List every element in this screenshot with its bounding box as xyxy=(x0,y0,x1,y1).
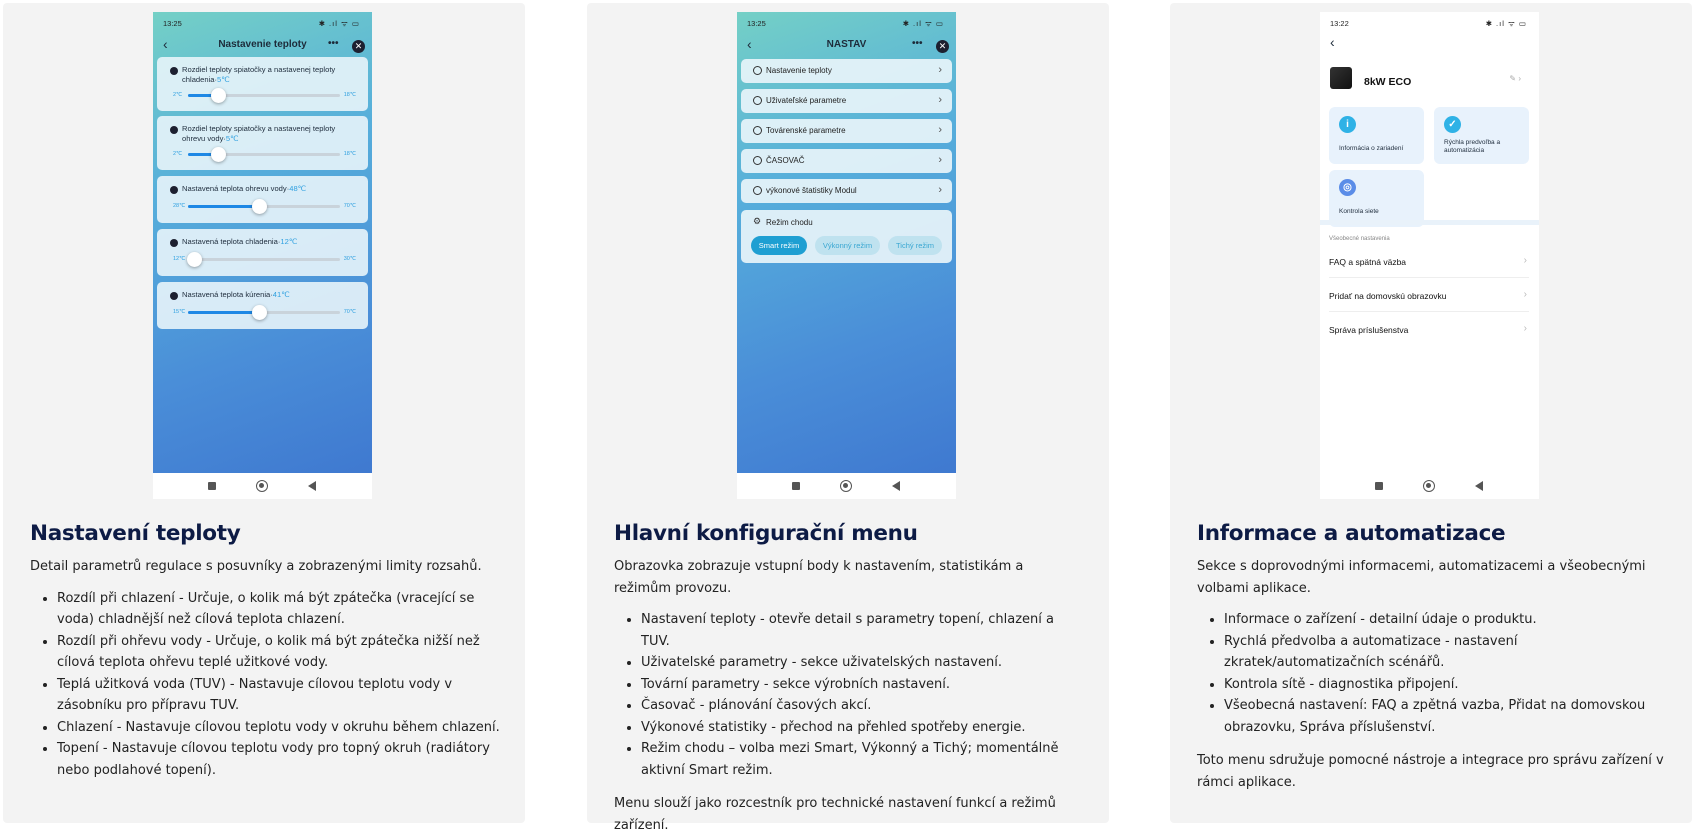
chevron-right-icon: › xyxy=(938,64,942,76)
slider-max: 30℃ xyxy=(343,256,356,262)
status-time: 13:25 xyxy=(163,19,182,28)
chevron-right-icon: › xyxy=(938,184,942,196)
card-footnote: Toto menu sdružuje pomocné nástroje a integrace pro správu zařízení v rámci aplikace. xyxy=(1197,753,1664,790)
row-label: FAQ a spätná väzba xyxy=(1329,257,1407,267)
phone-screenshot-menu xyxy=(737,12,956,499)
slider-knob[interactable] xyxy=(211,88,226,103)
phone-title: NASTAV xyxy=(826,39,867,50)
back-nav-icon[interactable] xyxy=(892,481,900,491)
chevron-right-icon: › xyxy=(1523,255,1527,266)
mode-label: Režim chodu xyxy=(766,218,813,227)
list-item: • Informace o zařízení - detailní údaje o produktu. xyxy=(1224,609,1667,631)
thermo-icon xyxy=(170,126,178,134)
card-main-menu xyxy=(587,3,1109,833)
slider-track[interactable] xyxy=(188,153,340,156)
slider-knob[interactable] xyxy=(252,305,267,320)
slider-min: 2℃ xyxy=(173,92,183,98)
slider-track[interactable] xyxy=(188,311,340,314)
list-item: • Rozdíl při ohřevu vody - Určuje, o kolik má být zpátečka nižší než cílová teplota ohřevu teplé užitkové vody. xyxy=(57,631,500,674)
slider-min: 2℃ xyxy=(173,151,183,157)
list-item: • Teplá užitková voda (TUV) - Nastavuje cílovou teplotu vody v zásobníku pro přípravu TUV. xyxy=(57,674,500,717)
device-name: 8kW ECO xyxy=(1364,76,1412,88)
menu-item-user-params[interactable] xyxy=(741,89,952,113)
mode-smart-button[interactable]: Smart režim xyxy=(751,236,807,255)
slider-card-dhw-diff xyxy=(157,116,368,170)
list-item: • Tovární parametry - sekce výrobních nastavení. xyxy=(641,674,1084,696)
back-icon[interactable]: ‹ xyxy=(747,36,752,52)
tile-label: Informácia o zariadení xyxy=(1339,145,1404,152)
phone-screen xyxy=(737,12,956,473)
tile-network[interactable] xyxy=(1329,170,1424,227)
check-icon: ✓ xyxy=(1444,116,1461,133)
tile-device-info[interactable] xyxy=(1329,107,1424,164)
slider-knob[interactable] xyxy=(211,147,226,162)
mode-quiet-button[interactable]: Tichý režim xyxy=(888,236,942,255)
row-faq[interactable] xyxy=(1329,246,1529,278)
row-label: Pridať na domovskú obrazovku xyxy=(1329,291,1447,301)
home-icon[interactable] xyxy=(1423,480,1435,492)
chevron-right-icon: › xyxy=(1523,323,1527,334)
temperature-icon xyxy=(753,66,762,75)
card-title: Informace a automatizace xyxy=(1197,521,1506,546)
device-image xyxy=(1330,67,1352,89)
back-nav-icon[interactable] xyxy=(1475,481,1483,491)
general-settings-label: Všeobecné nastavenia xyxy=(1329,236,1390,242)
card-text xyxy=(1197,521,1667,793)
status-icons: ✱ .ıl ᯤ ▭ xyxy=(1485,19,1527,28)
card-title: Hlavní konfigurační menu xyxy=(614,521,918,546)
slider-label: Rozdiel teploty spiatočky a nastavenej teploty chladenia·5℃ xyxy=(182,65,336,84)
more-icon[interactable]: ••• xyxy=(328,38,339,49)
menu-item-label: Nastavenie teploty xyxy=(766,66,832,75)
chevron-right-icon: › xyxy=(1523,289,1527,300)
status-icons: ✱ .ıl ᯤ ▭ xyxy=(318,19,360,28)
card-text xyxy=(30,521,500,781)
list-item: • Výkonové statistiky - přechod na přehled spotřeby energie. xyxy=(641,717,1084,739)
thermo-icon xyxy=(170,67,178,75)
back-icon[interactable]: ‹ xyxy=(163,36,168,52)
tile-label: Kontrola siete xyxy=(1339,208,1379,215)
tile-label: Rýchla predvoľba a automatizácia xyxy=(1444,139,1501,154)
user-icon xyxy=(753,96,762,105)
thermo-icon xyxy=(170,186,178,194)
edit-icon[interactable]: ✎ › xyxy=(1509,74,1521,83)
status-time: 13:25 xyxy=(747,19,766,28)
slider-track[interactable] xyxy=(188,205,340,208)
slider-fill xyxy=(188,205,259,208)
network-icon: ◎ xyxy=(1339,179,1356,196)
list-item: • Rychlá předvolba a automatizace - nastavení zkratek/automatizačních scénářů. xyxy=(1224,631,1667,674)
menu-item-temperature[interactable] xyxy=(741,59,952,83)
gear-icon: ⚙ xyxy=(753,216,762,226)
slider-card-cooling-diff xyxy=(157,57,368,111)
close-icon[interactable]: ✕ xyxy=(936,40,949,53)
chevron-right-icon: › xyxy=(938,154,942,166)
divider xyxy=(1320,220,1539,225)
card-title: Nastavení teploty xyxy=(30,521,241,546)
factory-icon xyxy=(753,126,762,135)
status-time: 13:22 xyxy=(1330,19,1349,28)
slider-card-heating-temp xyxy=(157,282,368,329)
slider-max: 70℃ xyxy=(343,309,356,315)
back-nav-icon[interactable] xyxy=(308,481,316,491)
phone-screen xyxy=(1320,12,1539,473)
menu-item-timer[interactable] xyxy=(741,149,952,173)
slider-track[interactable] xyxy=(188,258,340,261)
mode-performance-button[interactable]: Výkonný režim xyxy=(815,236,880,255)
card-list xyxy=(1197,609,1667,738)
menu-item-label: výkonové štatistiky Modul xyxy=(766,186,857,195)
menu-item-label: Uživateľské parametre xyxy=(766,96,847,105)
list-item: • Rozdíl při chlazení - Určuje, o kolik má být zpátečka (vracející se voda) chladnější než cílová teplota chlazení. xyxy=(57,588,500,631)
home-icon[interactable] xyxy=(256,480,268,492)
back-icon[interactable]: ‹ xyxy=(1330,34,1335,50)
slider-min: 28℃ xyxy=(173,203,186,209)
slider-max: 18℃ xyxy=(343,92,356,98)
tile-automation[interactable] xyxy=(1434,107,1529,164)
slider-label: Rozdiel teploty spiatočky a nastavenej teploty ohrevu vody·5℃ xyxy=(182,124,336,143)
list-item: • Časovač - plánování časových akcí. xyxy=(641,695,1084,717)
slider-fill xyxy=(188,311,259,314)
phone-title: Nastavenie teploty xyxy=(218,39,307,50)
android-nav-bar xyxy=(1320,473,1539,499)
stats-icon xyxy=(753,186,762,195)
status-icons: ✱ .ıl ᯤ ▭ xyxy=(902,19,944,28)
slider-label: Nastavená teplota ohrevu vody·48℃ xyxy=(182,184,307,193)
info-icon: i xyxy=(1339,116,1356,133)
chevron-right-icon: › xyxy=(938,94,942,106)
card-footnote: Menu slouží jako rozcestník pro technické nastavení funkcí a režimů zařízení. xyxy=(614,796,1056,833)
android-nav-bar xyxy=(737,473,956,499)
card-description: Sekce s doprovodnými informacemi, automatizacemi a všeobecnými volbami aplikace. xyxy=(1197,559,1646,596)
slider-knob[interactable] xyxy=(187,252,202,267)
recents-icon[interactable] xyxy=(792,482,800,490)
slider-min: 12℃ xyxy=(173,256,186,262)
card-info-automation xyxy=(1170,3,1692,823)
phone-screenshot-temperature xyxy=(153,12,372,499)
menu-item-label: Továrenské parametre xyxy=(766,126,846,135)
thermo-icon xyxy=(170,239,178,247)
recents-icon[interactable] xyxy=(208,482,216,490)
row-add-home[interactable] xyxy=(1329,280,1529,312)
list-item: • Nastavení teploty - otevře detail s parametry topení, chlazení a TUV. xyxy=(641,609,1084,652)
slider-track[interactable] xyxy=(188,94,340,97)
card-list xyxy=(614,609,1084,781)
android-nav-bar xyxy=(153,473,372,499)
slider-card-dhw-temp xyxy=(157,176,368,223)
card-description: Obrazovka zobrazuje vstupní body k nastavením, statistikám a režimům provozu. xyxy=(614,559,1024,596)
slider-max: 70℃ xyxy=(343,203,356,209)
card-description: Detail parametrů regulace s posuvníky a zobrazenými limity rozsahů. xyxy=(30,559,482,574)
more-icon[interactable]: ••• xyxy=(912,38,923,49)
menu-item-label: ČASOVAČ xyxy=(766,156,805,165)
chevron-right-icon: › xyxy=(938,124,942,136)
phone-screen xyxy=(153,12,372,473)
list-item: • Uživatelské parametry - sekce uživatelských nastavení. xyxy=(641,652,1084,674)
clock-icon xyxy=(753,156,762,165)
list-item: • Všeobecná nastavení: FAQ a zpětná vazba, Přidat na domovskou obrazovku, Správa příslušenství. xyxy=(1224,695,1667,738)
close-icon[interactable]: ✕ xyxy=(352,40,365,53)
row-label: Správa príslušenstva xyxy=(1329,325,1409,335)
recents-icon[interactable] xyxy=(1375,482,1383,490)
slider-max: 18℃ xyxy=(343,151,356,157)
phone-screenshot-device xyxy=(1320,12,1539,499)
slider-knob[interactable] xyxy=(252,199,267,214)
home-icon[interactable] xyxy=(840,480,852,492)
slider-label: Nastavená teplota kúrenia·41℃ xyxy=(182,290,290,299)
card-temperature-settings xyxy=(3,3,525,823)
slider-min: 15℃ xyxy=(173,309,186,315)
slider-label: Nastavená teplota chladenia·12℃ xyxy=(182,237,298,246)
row-accessories[interactable] xyxy=(1329,314,1529,346)
slider-card-cooling-temp xyxy=(157,229,368,276)
menu-item-statistics[interactable] xyxy=(741,179,952,203)
menu-item-factory-params[interactable] xyxy=(741,119,952,143)
list-item: • Kontrola sítě - diagnostika připojení. xyxy=(1224,674,1667,696)
card-text xyxy=(614,521,1084,836)
thermo-icon xyxy=(170,292,178,300)
list-item: • Chlazení - Nastavuje cílovou teplotu vody v okruhu během chlazení. xyxy=(57,717,500,739)
card-list xyxy=(30,588,500,782)
mode-selector xyxy=(741,210,952,263)
list-item: • Topení - Nastavuje cílovou teplotu vody pro topný okruh (radiátory nebo podlahové topení). xyxy=(57,738,500,781)
list-item: • Režim chodu – volba mezi Smart, Výkonný a Tichý; momentálně aktivní Smart režim. xyxy=(641,738,1084,781)
